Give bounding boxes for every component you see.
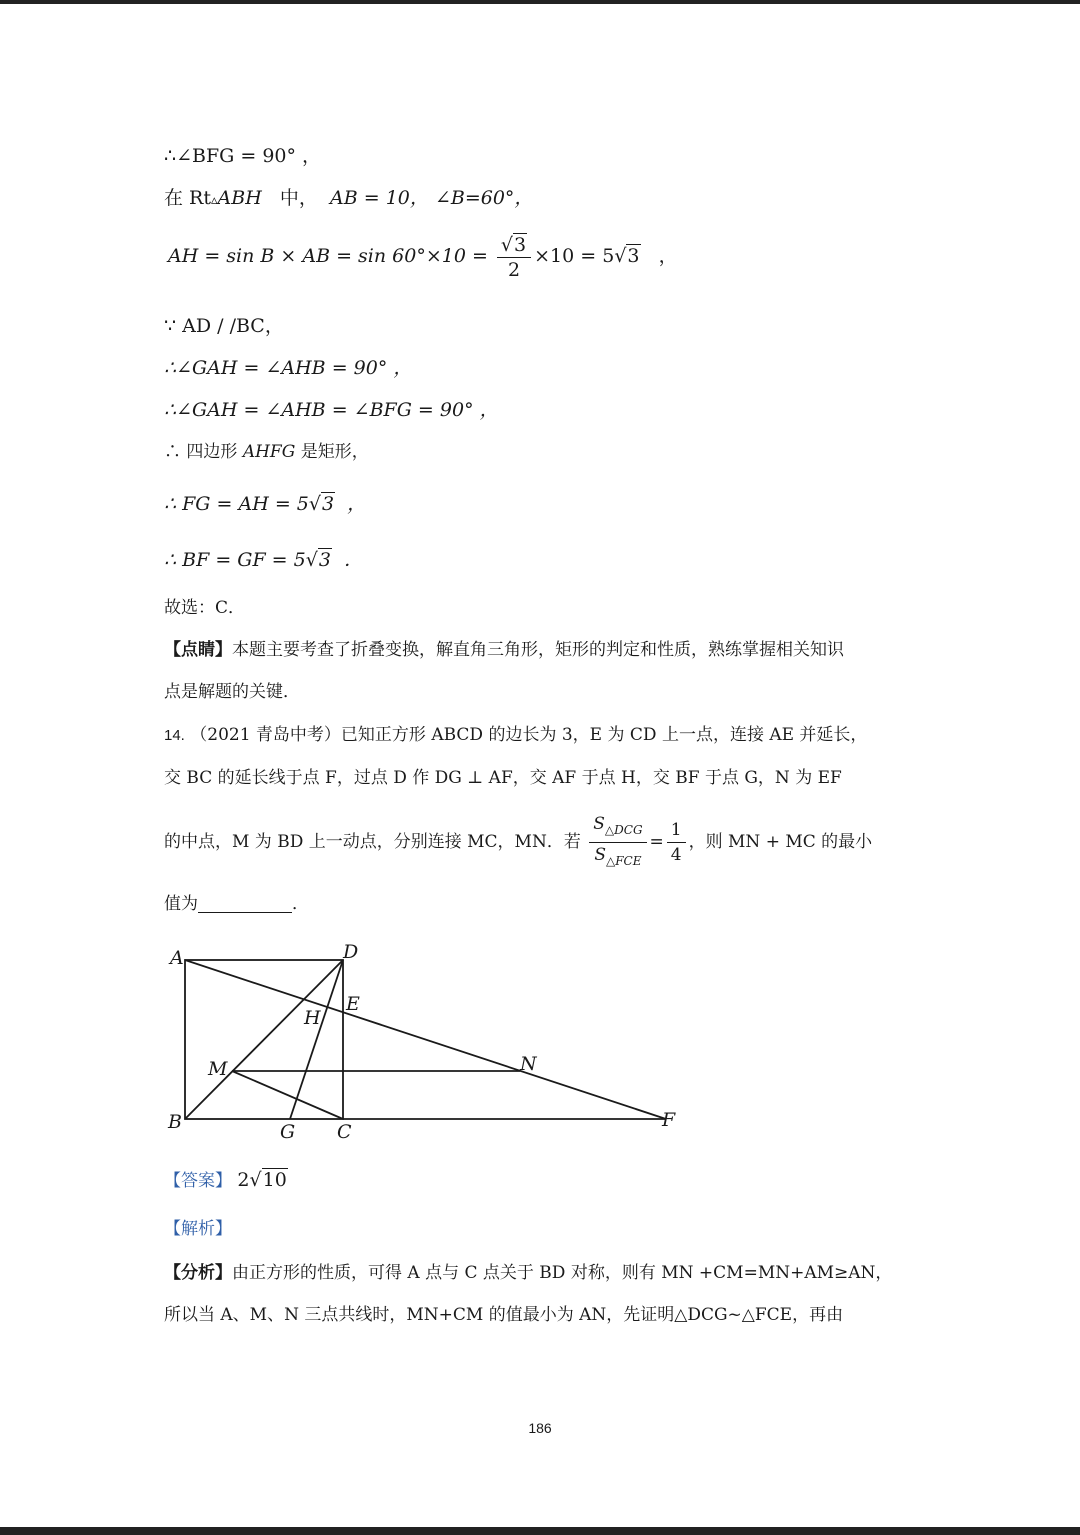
dianjing-line-1: 【点睛】本题主要考查了折叠变换，解直角三角形，矩形的判定和性质，熟练掌握相关知识	[164, 640, 844, 660]
sqrt3-over-2-fraction: $\frac{√3}{2}$	[497, 233, 531, 282]
fenxi-line-1: 【分析】由正方形的性质，可得 A 点与 C 点关于 BD 对称，则有 MN +CM=MN+AM≥AN，	[164, 1263, 893, 1283]
diagonal-bd	[185, 960, 343, 1119]
proof-line-6: ∴∠GAH = ∠AHB = ∠BFG = 90° ，	[164, 399, 499, 421]
label-b: B	[168, 1111, 182, 1133]
jiexi-heading: 【解析】	[164, 1219, 232, 1239]
label-n: N	[520, 1053, 537, 1075]
proof-conclusion: 故选：C．	[164, 598, 246, 618]
one-quarter-fraction: $\frac{1}{4}$	[667, 818, 686, 867]
proof-line-1: ∴∠BFG = 90° ，	[164, 145, 322, 167]
page-number: 186	[528, 1420, 552, 1436]
answer-line: 【答案】 2√10	[164, 1169, 287, 1191]
line-af	[185, 960, 666, 1119]
proof-line-9: ∴ BF = GF = 5√3 ．	[164, 549, 364, 571]
line-mc	[232, 1071, 343, 1119]
top-edge	[0, 0, 1080, 4]
label-a: A	[170, 947, 184, 969]
question-line-1: 14. （2021 青岛中考）已知正方形 ABCD 的边长为 3，E 为 CD 上一点，连接 AE 并延长，	[164, 725, 868, 745]
proof-line-4: ∵ AD / /BC，	[164, 315, 284, 337]
proof-line-7: ∴ 四边形 AHFG 是矩形，	[164, 442, 369, 462]
line-dg	[290, 960, 343, 1119]
proof-line-5: ∴∠GAH = ∠AHB = 90° ，	[164, 357, 413, 379]
bottom-edge	[0, 1527, 1080, 1535]
label-f: F	[662, 1109, 676, 1131]
answer-blank	[198, 890, 292, 913]
label-c: C	[337, 1121, 352, 1143]
proof-line-3: AH = sin B × AB = sin 60°×10 = $\frac{√3}{2}$ ×10 = 5√3 ，	[168, 233, 678, 281]
label-g: G	[280, 1121, 296, 1143]
question-line-4: 值为 ．	[164, 890, 309, 918]
area-ratio-fraction: $\frac{S_{\triangle DCG}}{S_{\triangle FCE}}$	[589, 812, 646, 873]
question-line-3: 的中点，M 为 BD 上一动点，分别连接 MC，MN．若 $\frac{S_{\triangle DCG}}{S_{\triangle FCE}}$ = $\frac{1}{4}$ ，则 MN + MC 的最小	[164, 812, 872, 873]
proof-line-8: ∴ FG = AH = 5√3 ，	[164, 493, 367, 515]
dianjing-line-2: 点是解题的关键．	[164, 682, 300, 702]
label-e: E	[346, 993, 360, 1015]
proof-line-2: 在 Rt▵ABH 中， AB = 10， ∠B=60°，	[164, 187, 534, 209]
geometry-figure	[160, 940, 700, 1150]
question-line-2: 交 BC 的延长线于点 F，过点 D 作 DG ⊥ AF，交 AF 于点 H，交 BF 于点 G，N 为 EF	[164, 768, 842, 788]
fenxi-line-2: 所以当 A、M、N 三点共线时，MN+CM 的值最小为 AN，先证明△DCG~△FCE，再由	[164, 1305, 844, 1325]
label-h: H	[304, 1007, 321, 1029]
label-m: M	[208, 1058, 228, 1080]
label-d: D	[343, 941, 359, 963]
